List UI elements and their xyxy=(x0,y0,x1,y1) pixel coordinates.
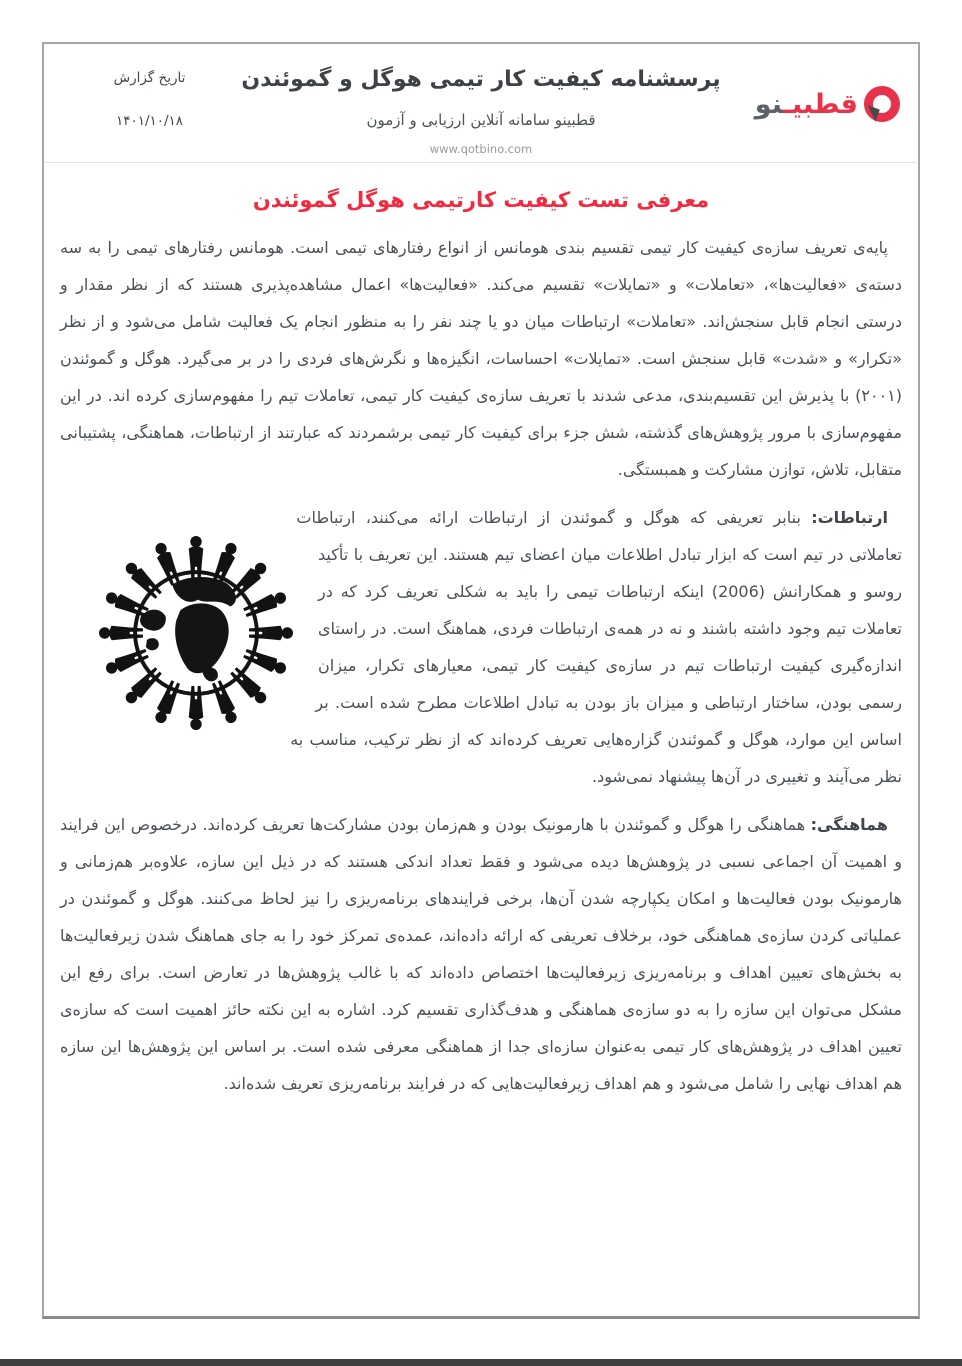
page-bottom-bar xyxy=(0,1359,962,1366)
website-url: www.qotbino.com xyxy=(429,141,533,156)
qotbino-q-icon xyxy=(864,86,900,122)
report-date-block xyxy=(62,58,237,129)
globe-people-image xyxy=(88,521,304,745)
intro-paragraph: پایه‌ی تعریف سازه‌ی کیفیت کار تیمی تقسیم بندی هومانس از انواع رفتارهای تیمی است. هومانس رفتارهای تیمی را به سه دسته‌ی «فعالیت‌ها»، «تعاملات» و «تمایلات» تقسیم می‌کند. «فعالیت‌ها» اعمال مشاهده‌پذیری هستند که از نظر مقدار و درستی انجام قابل سنجش‌اند. «تعاملات» ارتباطات میان دو یا چند نفر را به منظور انجام یک فعالیت شامل می‌شود و از نظر «تکرار» و «شدت» قابل سنجش است. «تمایلات» احساسات، انگیزه‌ها و نگرش‌های فردی را در بر می‌گیرد. هوگل و گموئندن (۲۰۰۱) با پذیرش این تقسیم‌بندی، مدعی شدند با تعریف سازه‌ی کیفیت کار تیمی، تعاملات تیم را مفهوم‌سازی کرده اند. در این مفهوم‌سازی با مرور پژوهش‌های گذشته، شش جزء برای کیفیت کار تیمی برشمردند که عبارتند از ارتباطات، هماهنگی، پشتیبانی متقابل، تلاش، توازن مشارکت و همبستگی. xyxy=(60,237,902,479)
document-subtitle: قطبینو سامانه آنلاین ارزیابی و آزمون xyxy=(366,110,596,129)
document-title: پرسشنامه کیفیت کار تیمی هوگل و گموئندن xyxy=(241,67,721,92)
qotbino-logo-text xyxy=(754,88,858,120)
article-heading: معرفی تست کیفیت کارتیمی هوگل گموئندن xyxy=(252,187,710,212)
document-header xyxy=(44,44,918,156)
coordination-text: هماهنگی را هوگل و گموئندن با هارمونیک بودن و هم‌زمان بودن مشارکت‌ها تعریف کرده‌اند. درخصوص این فرایند و اهمیت آن اجماعی نسبی در پژوهش‌ها دیده می‌شود و فقط تعداد اندکی هستند که در ذیل این سازه، علاوه‌بر هم‌زمانی و هارمونیک بودن فعالیت‌ها و امکان یکپارچه شدن آن‌ها، برخی فرایندهای برنامه‌ریزی را نیز لحاظ می‌کنند. هوگل و گموئندن در عملیاتی کردن سازه‌ی هماهنگی خود، برخلاف تعریفی که ارائه داده‌اند، عمده‌ی تمرکز خود را به جای هماهنگ شدن زیرفعالیت‌ها به بخش‌های تعیین اهداف و برنامه‌ریزی زیرفعالیت‌ها اختصاص داده‌اند که با غالب پژوهش‌ها در تعارض است. برای رفع این مشکل می‌توان این سازه را به دو سازه‌ی هماهنگی و هدف‌گذاری تقسیم کرد. اشاره به این نکته حائز اهمیت است که سازه‌ی تعیین اهداف در پژوهش‌های کار تیمی به‌عنوان سازه‌ای جدا از هماهنگی معرفی شده است. بر اساس این پژوهش‌ها این سازه هم اهداف نهایی را شامل می‌شود و هم اهداف زیرفعالیت‌هایی که در فرایند برنامه‌ریزی تعریف شده‌اند. xyxy=(60,814,902,1093)
report-date-value: ۱۴۰۱/۱۰/۱۸ xyxy=(115,113,184,129)
header-center xyxy=(237,58,725,156)
article-body xyxy=(44,188,918,1102)
document-frame xyxy=(42,42,920,1319)
communication-lead: ارتباطات: xyxy=(811,507,888,527)
logo-text-primary: قطبیـ xyxy=(782,88,858,120)
coordination-lead: هماهنگی: xyxy=(810,814,888,834)
report-date-label: تاریخ گزارش xyxy=(113,70,186,86)
communication-text: بنابر تعریفی که هوگل و گموئندن از ارتباطات ارائه می‌کنند، ارتباطات تعاملاتی در تیم است که ابزار تبادل اطلاعات میان اعضای تیم هستند. این تعریف با تأکید روسو و همکارانش (2006) اینکه ارتباطات تیمی را باید به شکلی تعریف کرد که در تعاملات تیم وجود داشته باشند و نه در همه‌ی ارتباطات فردی، هماهنگ است. در راستای اندازه‌گیری کیفیت ارتباطات تیم در سازه‌ی کیفیت کار تیمی، معیارهای تکرار، میزان رسمی بودن، ساختار ارتباطی و میزان باز بودن به تبادل اطلاعات مطرح شده است. بر اساس این موارد، هوگل و گموئندن گزاره‌هایی تعریف کرده‌اند که از نظر ترکیب، مناسب به نظر می‌آیند و تغییری در آن‌ها پیشنهاد نمی‌شود. xyxy=(290,507,902,786)
coordination-paragraph xyxy=(60,806,902,1102)
logo-text-secondary: نو xyxy=(754,88,783,120)
communication-paragraph xyxy=(60,499,902,795)
qotbino-logo xyxy=(725,86,900,122)
header-divider xyxy=(45,162,917,163)
